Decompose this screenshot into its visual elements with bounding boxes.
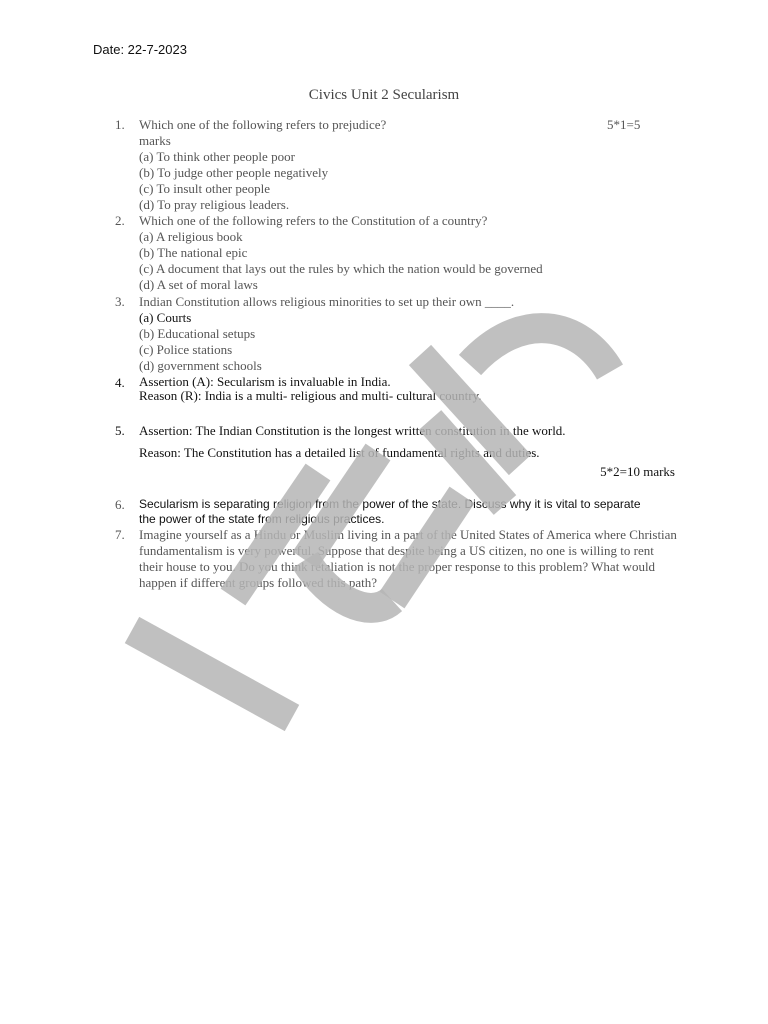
question-number: 1. <box>115 117 125 132</box>
question-3 <box>139 294 679 374</box>
option-c: (c) A document that lays out the rules by which the nation would be governed <box>139 261 543 276</box>
option-d: (d) A set of moral laws <box>139 277 258 292</box>
date-line: Date: 22-7-2023 <box>93 42 187 57</box>
question-number: 6. <box>115 497 125 512</box>
option-a: (a) To think other people poor <box>139 149 295 164</box>
question-number: 3. <box>115 294 125 309</box>
option-c: (c) Police stations <box>139 342 233 357</box>
question-2 <box>139 213 679 293</box>
reason-text: Reason: The Constitution has a detailed list of fundamental rights and duties. <box>139 445 540 460</box>
assertion-text: Assertion (A): Secularism is invaluable in India. <box>139 374 391 389</box>
question-5 <box>139 423 679 461</box>
watermark-stroke <box>132 630 292 718</box>
option-a: (a) A religious book <box>139 229 243 244</box>
question-number: 5. <box>115 423 125 438</box>
question-text: Which one of the following refers to prejudice? <box>139 117 387 132</box>
question-text: Indian Constitution allows religious minorities to set up their own ____. <box>139 294 515 309</box>
question-number: 2. <box>115 213 125 228</box>
page-title: Civics Unit 2 Secularism <box>308 87 460 103</box>
question-text: Which one of the following refers to the Constitution of a country? <box>139 213 488 228</box>
question-4 <box>139 375 679 403</box>
marks-section-1: 5*1=5 <box>607 117 641 132</box>
question-7: Imagine yourself as a Hindu or Muslim living in a part of the United States of America where Christian fundamentalism is very powerful. Suppose that despite being a US citizen, no one is willing to rent their house to you. Do you think retaliation is not the proper response to this problem? What would happen if different groups followed this path? <box>139 527 677 590</box>
question-1 <box>139 117 679 213</box>
marks-section-2: 5*2=10 marks <box>600 464 675 479</box>
option-b: (b) The national epic <box>139 245 248 260</box>
question-6: Secularism is separating religion from the power of the state. Discuss why it is vital to separate the power of the state from religious practices. <box>139 497 641 526</box>
question-text-continued: marks <box>139 133 171 148</box>
option-c: (c) To insult other people <box>139 181 270 196</box>
reason-text: Reason (R): India is a multi- religious and multi- cultural country. <box>139 388 482 403</box>
option-b: (b) Educational setups <box>139 326 256 341</box>
question-number: 4. <box>115 375 125 390</box>
question-number: 7. <box>115 527 125 542</box>
option-d: (d) government schools <box>139 358 262 373</box>
assertion-text: Assertion: The Indian Constitution is the longest written constitution in the world. <box>139 423 566 438</box>
option-a: (a) Courts <box>139 310 192 325</box>
option-d: (d) To pray religious leaders. <box>139 197 290 212</box>
option-b: (b) To judge other people negatively <box>139 165 329 180</box>
